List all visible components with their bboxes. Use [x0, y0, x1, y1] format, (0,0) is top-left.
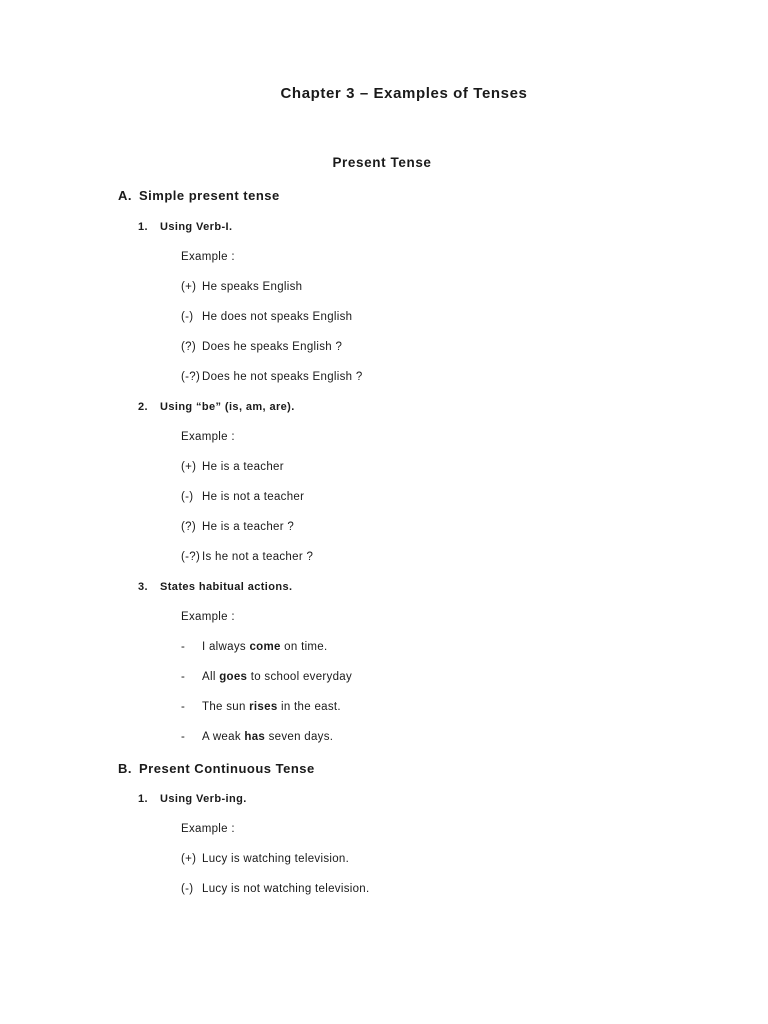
item-title: Using Verb-I.: [160, 221, 233, 233]
sentence-marker: (?): [181, 521, 196, 533]
sentence-end: to school everyday: [247, 671, 353, 683]
sentence-marker: (-?): [181, 371, 201, 383]
sentence-marker: (-?): [181, 551, 201, 563]
example-sentence: He is a teacher ?: [202, 521, 295, 533]
example-sentence: [202, 672, 352, 684]
highlighted-verb: come: [249, 641, 281, 653]
example-sentence: Lucy is watching television.: [202, 853, 350, 865]
example-sentence: [202, 732, 333, 744]
bullet-dash: -: [181, 641, 186, 653]
sentence-end: in the east.: [277, 701, 341, 713]
example-sentence: He speaks English: [202, 281, 303, 293]
section-b-letter: B.: [118, 761, 132, 776]
example-sentence: [202, 642, 328, 654]
example-sentence: He is a teacher: [202, 461, 284, 473]
present-tense-heading: Present Tense: [332, 155, 432, 170]
highlighted-verb: rises: [249, 701, 278, 713]
example-label: Example :: [181, 431, 235, 443]
item-number: 1.: [138, 793, 148, 805]
section-b-title: Present Continuous Tense: [139, 761, 315, 776]
item-title: Using “be” (is, am, are).: [160, 401, 295, 413]
sentence-marker: (-): [181, 491, 194, 503]
item-number: 1.: [138, 221, 148, 233]
highlighted-verb: has: [244, 731, 266, 743]
sentence-marker: (+): [181, 853, 197, 865]
item-number: 2.: [138, 401, 148, 413]
bullet-dash: -: [181, 701, 186, 713]
item-number: 3.: [138, 581, 148, 593]
example-sentence: [202, 702, 341, 714]
example-sentence: Is he not a teacher ?: [202, 551, 314, 563]
example-sentence: He does not speaks English: [202, 311, 353, 323]
item-title: States habitual actions.: [160, 581, 293, 593]
sentence-start: I always: [202, 641, 250, 653]
chapter-title: Chapter 3 – Examples of Tenses: [280, 85, 528, 102]
sentence-start: A weak: [202, 731, 245, 743]
sentence-start: The sun: [202, 701, 250, 713]
sentence-marker: (-): [181, 883, 194, 895]
sentence-end: seven days.: [265, 731, 334, 743]
example-sentence: Lucy is not watching television.: [202, 883, 370, 895]
sentence-start: All: [202, 671, 220, 683]
section-a-title: Simple present tense: [139, 188, 280, 203]
example-sentence: He is not a teacher: [202, 491, 305, 503]
sentence-marker: (+): [181, 461, 197, 473]
item-title: Using Verb-ing.: [160, 793, 247, 805]
section-a-letter: A.: [118, 188, 132, 203]
bullet-dash: -: [181, 731, 186, 743]
sentence-marker: (?): [181, 341, 196, 353]
bullet-dash: -: [181, 671, 186, 683]
highlighted-verb: goes: [219, 671, 248, 683]
example-sentence: Does he not speaks English ?: [202, 371, 363, 383]
example-sentence: Does he speaks English ?: [202, 341, 343, 353]
example-label: Example :: [181, 823, 235, 835]
sentence-end: on time.: [280, 641, 328, 653]
example-label: Example :: [181, 251, 235, 263]
sentence-marker: (+): [181, 281, 197, 293]
sentence-marker: (-): [181, 311, 194, 323]
example-label: Example :: [181, 611, 235, 623]
